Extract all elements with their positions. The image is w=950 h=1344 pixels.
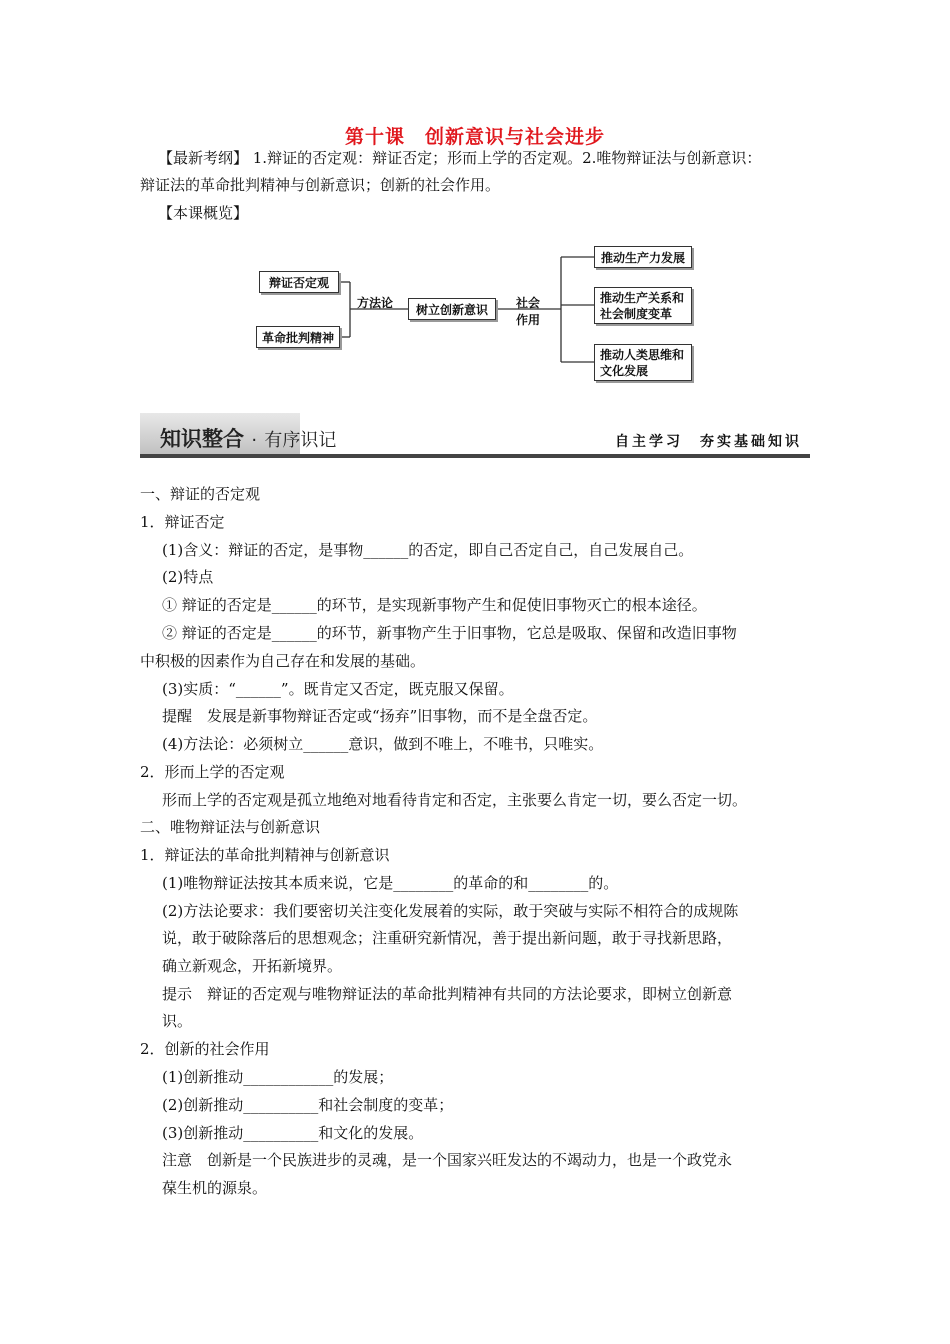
text-line: (4)方法论：必须树立______意识，做到不唯上，不唯书，只唯实。 <box>162 735 604 753</box>
text-line: 葆生机的源泉。 <box>162 1179 268 1197</box>
diagram-box-dialectical-negation: 辩证否定观 <box>259 271 339 293</box>
text-line: ② 辩证的否定是______的环节，新事物产生于旧事物，它总是吸取、保留和改造旧事物 <box>162 624 737 642</box>
heading-section-1: 一、辩证的否定观 <box>140 485 261 503</box>
diagram-box-revolutionary-spirit: 革命批判精神 <box>256 326 340 348</box>
text-line: (2)特点 <box>162 568 214 586</box>
diagram-label-methodology: 方法论 <box>357 296 394 310</box>
banner-title-main: 知识整合 <box>160 427 244 451</box>
diagram-box-thought-culture: 推动人类思维和文化发展 <box>594 344 692 381</box>
banner-dot: · <box>251 430 258 451</box>
banner-title <box>160 423 336 453</box>
text-line: (1)唯物辩证法按其本质来说，它是________的革命的和________的。 <box>162 874 619 892</box>
intro-line-1: 【最新考纲】 1.辩证的否定观：辩证否定；形而上学的否定观。2.唯物辩证法与创新意识： <box>158 149 762 167</box>
text-line: (3)实质：“______”。既肯定又否定，既克服又保留。 <box>162 680 514 698</box>
text-line-hint: 提示 辩证的否定观与唯物辩证法的革命批判精神有共同的方法论要求，即树立创新意 <box>162 985 733 1003</box>
banner-right-text: 自主学习 夯实基础知识 <box>615 434 802 450</box>
text-line: 中积极的因素作为自己存在和发展的基础。 <box>140 652 426 670</box>
text-line: 识。 <box>162 1012 193 1030</box>
diagram-label-social: 社会 <box>516 296 541 310</box>
diagram-box-production-relations: 推动生产关系和社会制度变革 <box>594 287 692 324</box>
text-line-note: 注意 创新是一个民族进步的灵魂，是一个国家兴旺发达的不竭动力，也是一个政党永 <box>162 1151 733 1169</box>
text-line: (3)创新推动__________和文化的发展。 <box>162 1124 424 1142</box>
banner-underline <box>140 454 810 458</box>
heading-section-2: 二、唯物辩证法与创新意识 <box>140 818 321 836</box>
section-banner <box>140 413 810 458</box>
heading-1-2: 2．形而上学的否定观 <box>140 763 285 781</box>
text-line: 确立新观念，开拓新境界。 <box>162 957 343 975</box>
text-line: ① 辩证的否定是______的环节，是实现新事物产生和促使旧事物灭亡的根本途径。 <box>162 596 707 614</box>
diagram-label-effect: 作用 <box>516 313 541 327</box>
text-line: (1)含义：辩证的否定，是事物______的否定，即自己否定自己，自己发展自己。 <box>162 541 694 559</box>
heading-1-1: 1．辩证否定 <box>140 513 225 531</box>
page-title: 第十课 创新意识与社会进步 <box>344 126 605 148</box>
text-line-reminder: 提醒 发展是新事物辩证否定或“扬弃”旧事物，而不是全盘否定。 <box>162 707 598 725</box>
text-line: (2)创新推动__________和社会制度的变革； <box>162 1096 454 1114</box>
overview-label: 【本课概览】 <box>158 204 249 222</box>
text-line: (2)方法论要求：我们要密切关注变化发展着的实际，敢于突破与实际不相符合的成规陈 <box>162 902 739 920</box>
text-line: (1)创新推动____________的发展； <box>162 1068 394 1086</box>
heading-2-1: 1．辩证法的革命批判精神与创新意识 <box>140 846 390 864</box>
text-line: 说，敢于破除落后的思想观念；注重研究新情况，善于提出新问题，敢于寻找新思路， <box>162 929 733 947</box>
intro-line-2: 辩证法的革命批判精神与创新意识；创新的社会作用。 <box>140 176 501 194</box>
heading-2-2: 2．创新的社会作用 <box>140 1040 270 1058</box>
text-line: 形而上学的否定观是孤立地绝对地看待肯定和否定，主张要么肯定一切，要么否定一切。 <box>162 791 748 809</box>
diagram-box-innovation-awareness: 树立创新意识 <box>408 298 496 320</box>
banner-subtitle: 有序识记 <box>264 430 337 451</box>
diagram-box-productive-forces: 推动生产力发展 <box>594 246 692 268</box>
